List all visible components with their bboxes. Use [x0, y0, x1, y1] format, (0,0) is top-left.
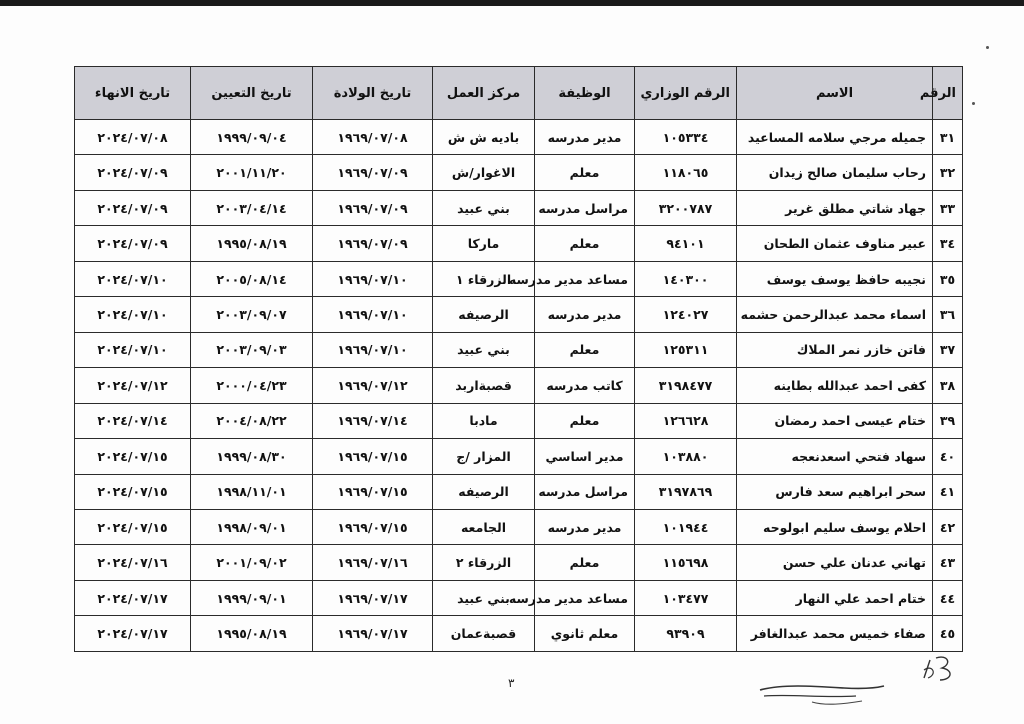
cell-num: ٣٤ [933, 226, 963, 261]
cell-num: ٤٥ [933, 616, 963, 652]
cell-birth-date: ١٩٦٩/٠٧/١٤ [313, 403, 433, 438]
table-row [75, 580, 963, 615]
cell-workplace: الاغوار/ش [433, 155, 535, 190]
cell-num: ٣٨ [933, 368, 963, 403]
cell-appointment-date: ٢٠٠٣/٠٩/٠٣ [191, 332, 313, 367]
cell-birth-date: ١٩٦٩/٠٧/٠٨ [313, 120, 433, 155]
cell-job: مدير مدرسه [535, 120, 635, 155]
cell-ministry-id: ١٢٥٣١١ [635, 332, 737, 367]
cell-end-date: ٢٠٢٤/٠٧/١٤ [75, 403, 191, 438]
cell-name: جميله مرجي سلامه المساعيد [737, 120, 933, 155]
cell-end-date: ٢٠٢٤/٠٧/١٥ [75, 474, 191, 509]
cell-birth-date: ١٩٦٩/٠٧/٠٩ [313, 190, 433, 225]
cell-name: فاتن خازر نمر الملاك [737, 332, 933, 367]
cell-name: صفاء خميس محمد عبدالغافر [737, 616, 933, 652]
cell-end-date: ٢٠٢٤/٠٧/١٢ [75, 368, 191, 403]
cell-end-date: ٢٠٢٤/٠٧/٠٨ [75, 120, 191, 155]
cell-job: معلم [535, 403, 635, 438]
cell-name: نجيبه حافظ يوسف يوسف [737, 261, 933, 296]
cell-job: معلم [535, 545, 635, 580]
cell-workplace: المزار /ج [433, 439, 535, 474]
cell-name: كفى احمد عبدالله بطاينه [737, 368, 933, 403]
cell-job: معلم [535, 332, 635, 367]
cell-appointment-date: ٢٠٠٣/٠٤/١٤ [191, 190, 313, 225]
cell-birth-date: ١٩٦٩/٠٧/١٧ [313, 616, 433, 652]
cell-ministry-id: ١٠٥٣٣٤ [635, 120, 737, 155]
table-body [75, 120, 963, 652]
cell-job: مدير اساسي [535, 439, 635, 474]
cell-num: ٣٥ [933, 261, 963, 296]
cell-job: مراسل مدرسه [535, 190, 635, 225]
cell-job: مساعد مدير مدرسه [535, 261, 635, 296]
header-workplace: مركز العمل [433, 67, 535, 120]
cell-ministry-id: ١١٥٦٩٨ [635, 545, 737, 580]
cell-workplace: قصبةاربد [433, 368, 535, 403]
cell-birth-date: ١٩٦٩/٠٧/١٠ [313, 297, 433, 332]
cell-num: ٤٢ [933, 509, 963, 544]
cell-appointment-date: ١٩٩٨/٠٩/٠١ [191, 509, 313, 544]
cell-ministry-id: ١٠٣٨٨٠ [635, 439, 737, 474]
header-birth-date: تاريخ الولادة [313, 67, 433, 120]
employee-retirement-table [74, 66, 963, 652]
cell-ministry-id: ٣١٩٨٤٧٧ [635, 368, 737, 403]
cell-appointment-date: ١٩٩٩/٠٨/٣٠ [191, 439, 313, 474]
cell-num: ٤٣ [933, 545, 963, 580]
cell-name: احلام يوسف سليم ابولوحه [737, 509, 933, 544]
cell-job: كاتب مدرسه [535, 368, 635, 403]
cell-appointment-date: ٢٠٠٤/٠٨/٢٢ [191, 403, 313, 438]
cell-ministry-id: ١٢٤٠٢٧ [635, 297, 737, 332]
cell-workplace: الرصيفه [433, 297, 535, 332]
page-number: ٣ [508, 676, 515, 690]
cell-birth-date: ١٩٦٩/٠٧/٠٩ [313, 226, 433, 261]
table-row [75, 226, 963, 261]
cell-appointment-date: ١٩٩٥/٠٨/١٩ [191, 616, 313, 652]
cell-birth-date: ١٩٦٩/٠٧/١٦ [313, 545, 433, 580]
header-name: الاسم [737, 67, 933, 120]
table-row [75, 190, 963, 225]
table-header [75, 67, 963, 120]
cell-name: سهاد فتحي اسعدنعجه [737, 439, 933, 474]
cell-birth-date: ١٩٦٩/٠٧/١٧ [313, 580, 433, 615]
cell-job: مساعد مدير مدرسه [535, 580, 635, 615]
cell-num: ٣٧ [933, 332, 963, 367]
table-row [75, 155, 963, 190]
cell-workplace: قصبةعمان [433, 616, 535, 652]
cell-birth-date: ١٩٦٩/٠٧/١٥ [313, 509, 433, 544]
cell-ministry-id: ١٠٣٤٧٧ [635, 580, 737, 615]
cell-job: مدير مدرسه [535, 297, 635, 332]
header-end-date: تاريخ الانهاء [75, 67, 191, 120]
cell-ministry-id: ٩٣٩٠٩ [635, 616, 737, 652]
cell-birth-date: ١٩٦٩/٠٧/١٠ [313, 332, 433, 367]
cell-ministry-id: ١١٨٠٦٥ [635, 155, 737, 190]
cell-job: مراسل مدرسه [535, 474, 635, 509]
cell-appointment-date: ٢٠٠٥/٠٨/١٤ [191, 261, 313, 296]
header-row [75, 67, 963, 120]
cell-appointment-date: ٢٠٠٣/٠٩/٠٧ [191, 297, 313, 332]
header-num: الرقم [933, 67, 963, 120]
cell-name: رحاب سليمان صالح زيدان [737, 155, 933, 190]
cell-appointment-date: ١٩٩٩/٠٩/٠٤ [191, 120, 313, 155]
table-row [75, 403, 963, 438]
cell-name: اسماء محمد عبدالرحمن حشمه [737, 297, 933, 332]
cell-end-date: ٢٠٢٤/٠٧/٠٩ [75, 155, 191, 190]
cell-num: ٣٣ [933, 190, 963, 225]
cell-num: ٤٠ [933, 439, 963, 474]
table-row [75, 297, 963, 332]
cell-end-date: ٢٠٢٤/٠٧/١٧ [75, 616, 191, 652]
cell-ministry-id: ١٢٦٦٢٨ [635, 403, 737, 438]
table-row [75, 545, 963, 580]
cell-name: عبير مناوف عثمان الطحان [737, 226, 933, 261]
cell-appointment-date: ٢٠٠١/١١/٢٠ [191, 155, 313, 190]
cell-appointment-date: ١٩٩٨/١١/٠١ [191, 474, 313, 509]
cell-workplace: الزرقاء ١ [433, 261, 535, 296]
table-row [75, 474, 963, 509]
header-job: الوظيفة [535, 67, 635, 120]
cell-job: معلم [535, 226, 635, 261]
cell-ministry-id: ١٤٠٣٠٠ [635, 261, 737, 296]
cell-ministry-id: ٣١٩٧٨٦٩ [635, 474, 737, 509]
cell-num: ٣٩ [933, 403, 963, 438]
cell-end-date: ٢٠٢٤/٠٧/١٥ [75, 439, 191, 474]
cell-ministry-id: ١٠١٩٤٤ [635, 509, 737, 544]
cell-num: ٣٢ [933, 155, 963, 190]
header-appointment-date: تاريخ التعيين [191, 67, 313, 120]
cell-num: ٤١ [933, 474, 963, 509]
table-row [75, 439, 963, 474]
table-row [75, 261, 963, 296]
cell-job: مدير مدرسه [535, 509, 635, 544]
cell-workplace: ماركا [433, 226, 535, 261]
cell-birth-date: ١٩٦٩/٠٧/١٥ [313, 474, 433, 509]
cell-appointment-date: ١٩٩٩/٠٩/٠١ [191, 580, 313, 615]
cell-birth-date: ١٩٦٩/٠٧/٠٩ [313, 155, 433, 190]
cell-workplace: بني عبيد [433, 332, 535, 367]
table-row [75, 332, 963, 367]
cell-name: تهاني عدنان علي حسن [737, 545, 933, 580]
signature-mark [752, 644, 892, 714]
cell-end-date: ٢٠٢٤/٠٧/١٥ [75, 509, 191, 544]
cell-workplace: بني عبيد [433, 190, 535, 225]
cell-job: معلم ثانوي [535, 616, 635, 652]
table-row [75, 120, 963, 155]
cell-end-date: ٢٠٢٤/٠٧/١٠ [75, 297, 191, 332]
cell-workplace: الجامعه [433, 509, 535, 544]
cell-end-date: ٢٠٢٤/٠٧/١٠ [75, 261, 191, 296]
cell-num: ٣١ [933, 120, 963, 155]
cell-workplace: الزرقاء ٢ [433, 545, 535, 580]
cell-workplace: بني عبيد [433, 580, 535, 615]
cell-appointment-date: ٢٠٠١/٠٩/٠٢ [191, 545, 313, 580]
header-ministry-id: الرقم الوزاري [635, 67, 737, 120]
cell-num: ٤٤ [933, 580, 963, 615]
table-row [75, 509, 963, 544]
cell-name: ختام احمد علي النهار [737, 580, 933, 615]
cell-workplace: الرصيفه [433, 474, 535, 509]
cell-name: جهاد شاتي مطلق غرير [737, 190, 933, 225]
cell-end-date: ٢٠٢٤/٠٧/١٠ [75, 332, 191, 367]
cell-name: سحر ابراهيم سعد فارس [737, 474, 933, 509]
cell-appointment-date: ٢٠٠٠/٠٤/٢٣ [191, 368, 313, 403]
cell-end-date: ٢٠٢٤/٠٧/٠٩ [75, 226, 191, 261]
cell-birth-date: ١٩٦٩/٠٧/١٢ [313, 368, 433, 403]
cell-workplace: باديه ش ش [433, 120, 535, 155]
cell-end-date: ٢٠٢٤/٠٧/٠٩ [75, 190, 191, 225]
scan-speck [986, 46, 989, 49]
cell-end-date: ٢٠٢٤/٠٧/١٧ [75, 580, 191, 615]
cell-birth-date: ١٩٦٩/٠٧/١٥ [313, 439, 433, 474]
scan-speck [972, 102, 975, 105]
table-row [75, 368, 963, 403]
cell-name: ختام عيسى احمد رمضان [737, 403, 933, 438]
cell-workplace: مادبا [433, 403, 535, 438]
cell-ministry-id: ٩٤١٠١ [635, 226, 737, 261]
cell-appointment-date: ١٩٩٥/٠٨/١٩ [191, 226, 313, 261]
cell-num: ٣٦ [933, 297, 963, 332]
cell-ministry-id: ٣٢٠٠٧٨٧ [635, 190, 737, 225]
scan-top-edge [0, 0, 1024, 6]
cell-end-date: ٢٠٢٤/٠٧/١٦ [75, 545, 191, 580]
cell-birth-date: ١٩٦٩/٠٧/١٠ [313, 261, 433, 296]
cell-job: معلم [535, 155, 635, 190]
